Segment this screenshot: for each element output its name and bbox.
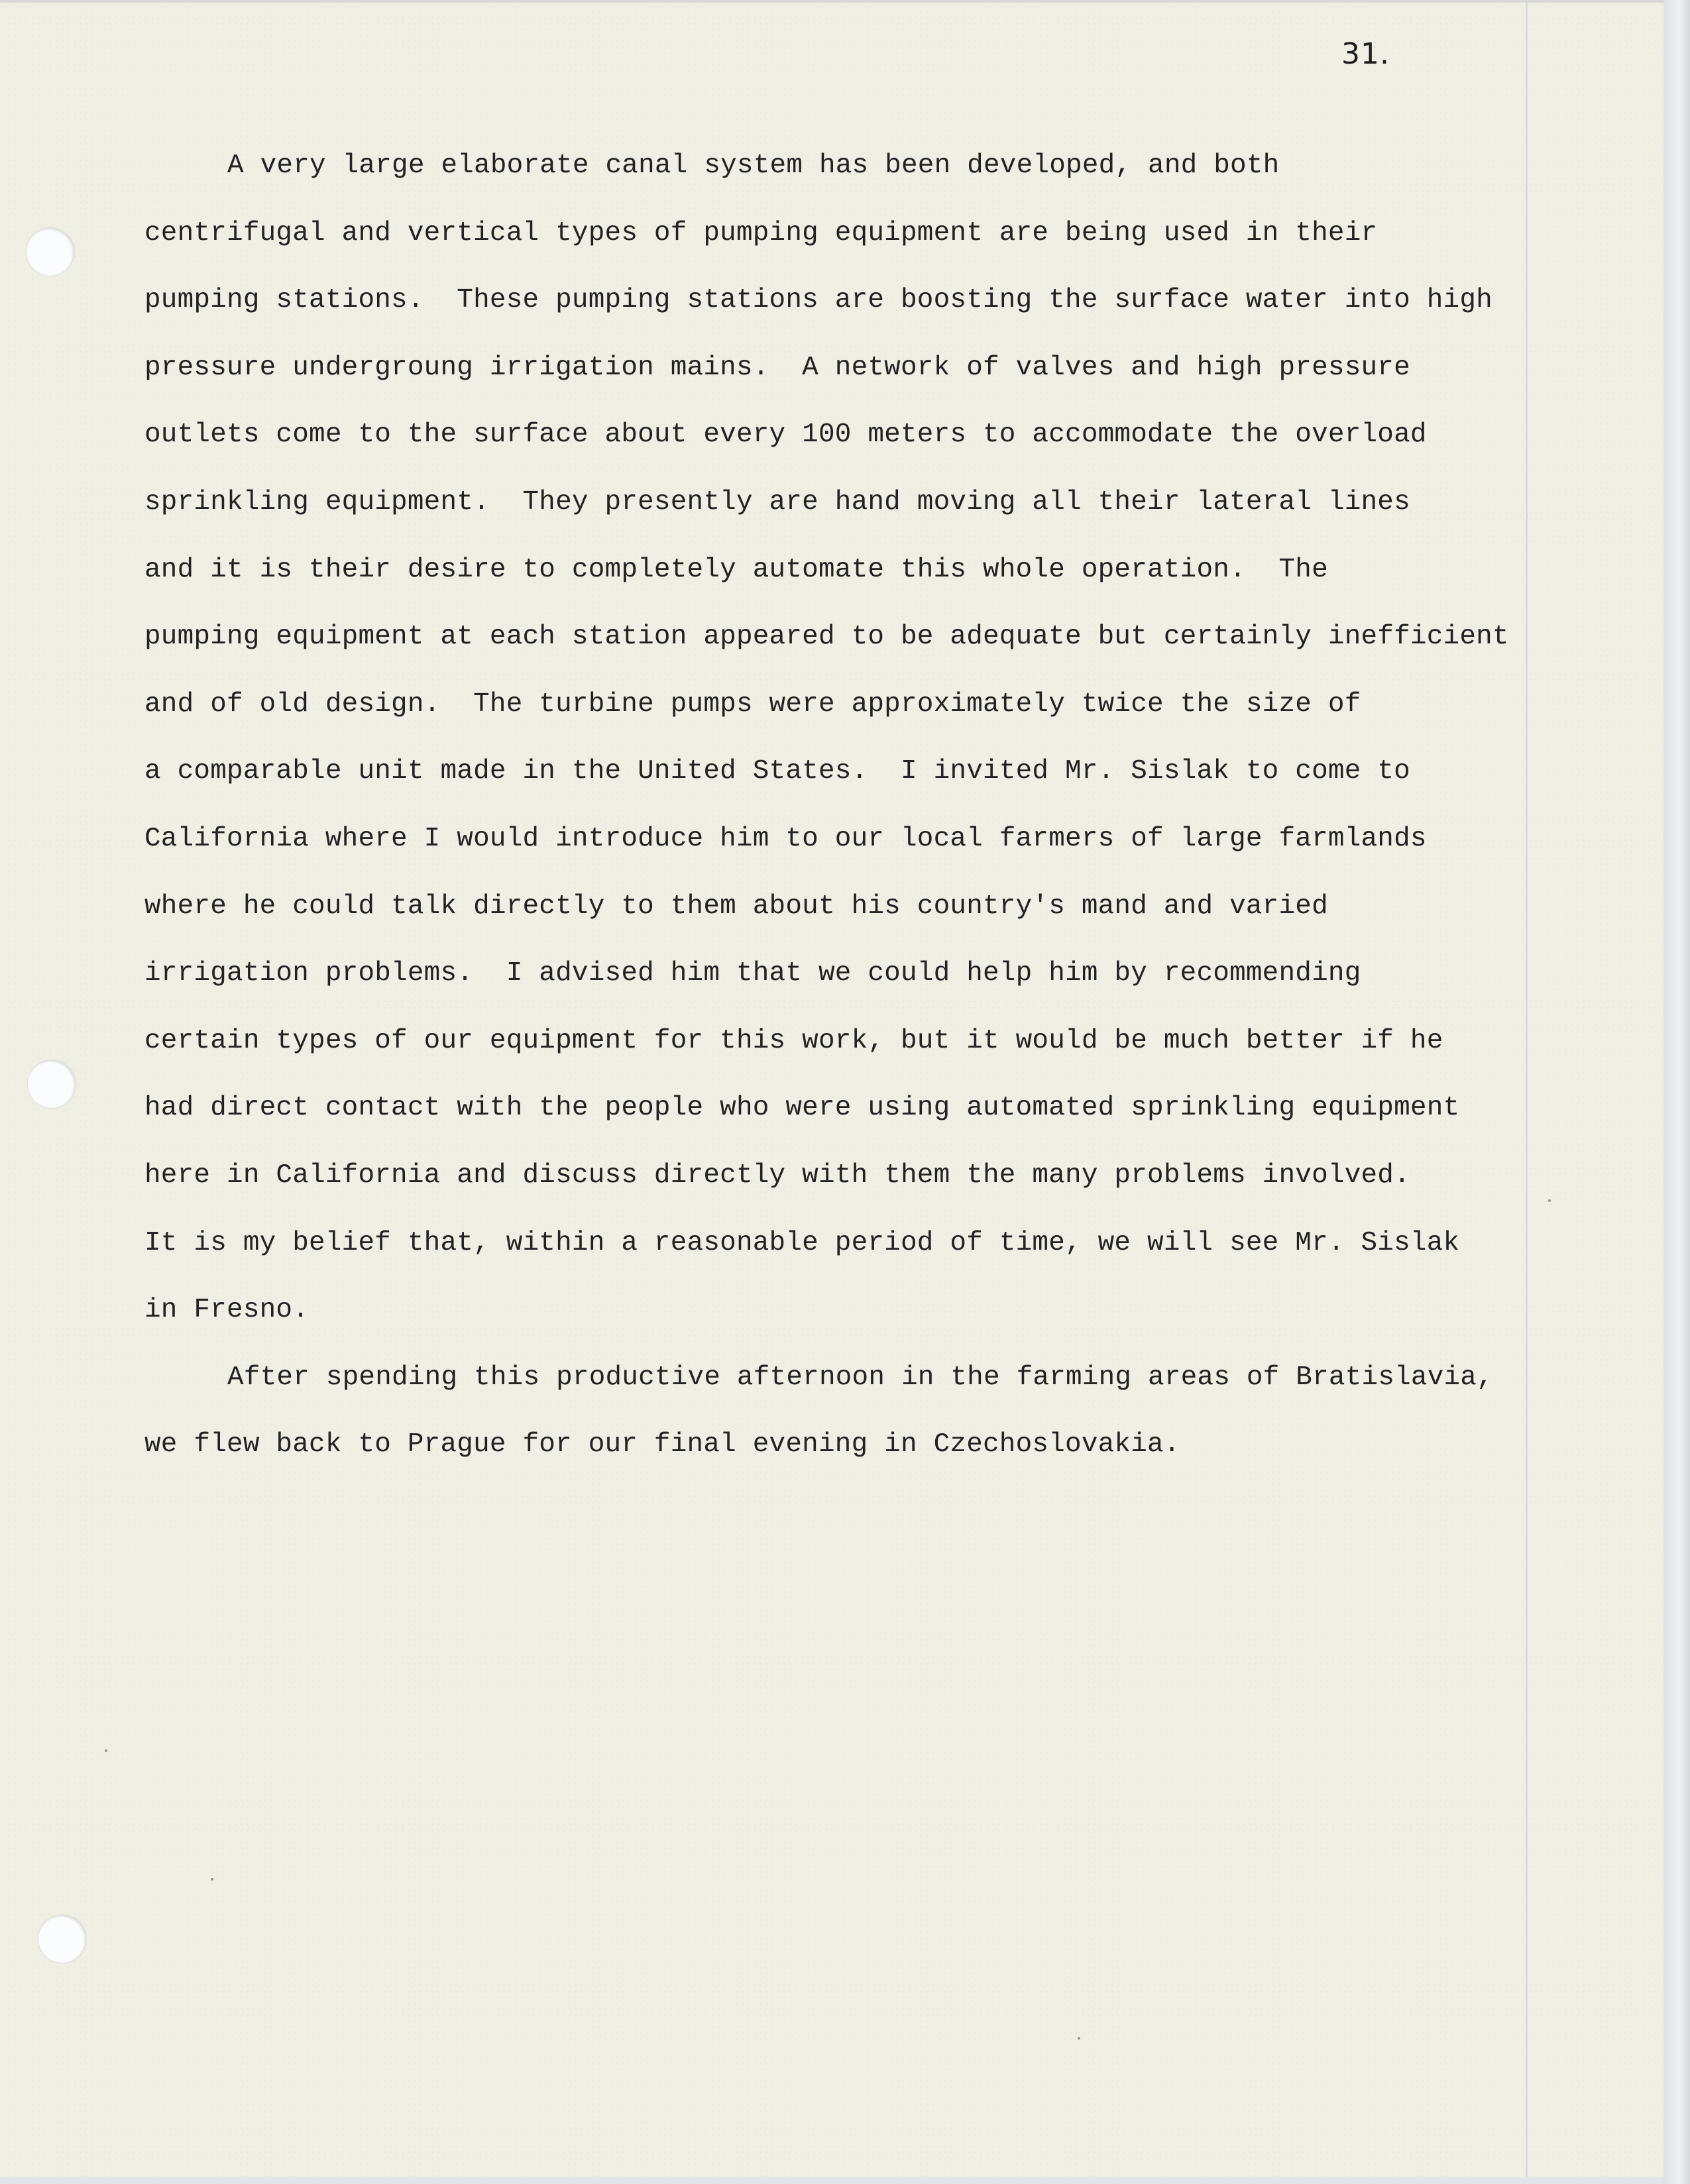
text-line: we flew back to Prague for our final evening in Czechoslovakia. — [144, 1429, 1180, 1460]
text-line: irrigation problems. I advised him that we could help him by recommending — [144, 958, 1361, 989]
text-line: After spending this productive afternoon in the farming areas of Bratislavia, — [227, 1362, 1493, 1393]
punch-hole-bottom — [38, 1915, 86, 1963]
text-line: pumping stations. These pumping stations are boosting the surface water into high — [144, 285, 1493, 316]
text-line: and of old design. The turbine pumps were approximately twice the size of — [144, 688, 1361, 720]
paragraph-1 — [144, 133, 1549, 1344]
paper-speck — [105, 1749, 107, 1752]
text-line: where he could talk directly to them about his country's mand and varied — [144, 891, 1328, 922]
text-line: a comparable unit made in the United States. I invited Mr. Sislak to come to — [144, 756, 1410, 787]
punch-hole-top — [27, 228, 74, 276]
typed-page — [0, 3, 1663, 2177]
paper-speck — [1078, 2037, 1080, 2040]
punch-hole-middle — [28, 1060, 76, 1108]
typed-body-text — [144, 133, 1549, 1479]
text-line: A very large elaborate canal system has been developed, and both — [227, 150, 1280, 181]
text-line: California where I would introduce him to our local farmers of large farmlands — [144, 823, 1427, 854]
text-line: and it is their desire to completely automate this whole operation. The — [144, 554, 1328, 585]
text-line: in Fresno. — [144, 1295, 310, 1326]
text-line: pressure undergroung irrigation mains. A network of valves and high pressure — [144, 352, 1410, 383]
scanner-edge-strip — [1663, 0, 1690, 2184]
text-line: It is my belief that, within a reasonable period of time, we will see Mr. Sislak — [144, 1227, 1460, 1258]
text-line: here in California and discuss directly with them the many problems involved. — [144, 1160, 1410, 1191]
text-line: certain types of our equipment for this work, but it would be much better if he — [144, 1025, 1443, 1056]
paragraph-2 — [144, 1344, 1549, 1479]
text-line: pumping equipment at each station appeared to be adequate but certainly inefficient — [144, 622, 1509, 653]
page-number: 31. — [1341, 37, 1390, 71]
text-line: outlets come to the surface about every 100 meters to accommodate the overload — [144, 419, 1427, 451]
text-line: had direct contact with the people who were using automated sprinkling equipment — [144, 1093, 1460, 1124]
paper-speck — [211, 1878, 213, 1881]
text-line: centrifugal and vertical types of pumping equipment are being used in their — [144, 217, 1378, 248]
text-line: sprinkling equipment. They presently are hand moving all their lateral lines — [144, 486, 1410, 518]
